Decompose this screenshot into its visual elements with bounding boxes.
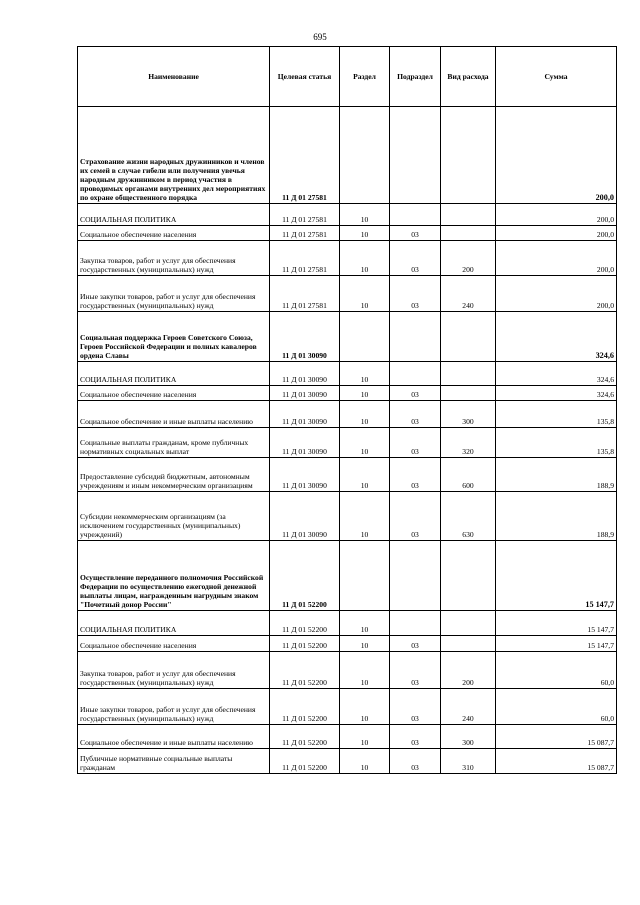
cell-name: Социальное обеспечение и иные выплаты населению [78,725,270,749]
table-row [78,636,617,652]
cell-name: Социальные выплаты гражданам, кроме публичных нормативных социальных выплат [78,428,270,458]
table-row [78,362,617,386]
cell-name: СОЦИАЛЬНАЯ ПОЛИТИКА [78,204,270,226]
cell-subsection: 03 [390,636,441,652]
cell-article: 11 Д 01 30090 [270,458,340,492]
cell-subsection: 03 [390,749,441,774]
column-header-subsection: Подраздел [390,47,441,107]
cell-expense-type: 200 [441,241,496,276]
cell-name: Страхование жизни народных дружинников и членов их семей в случае гибели или получения увечья народным дружинником в период участия в проводимых органами внутренних дел мероприятиях по охране общественного порядка [78,107,270,204]
table-row [78,541,617,611]
cell-amount: 135,8 [496,428,617,458]
cell-amount: 15 147,7 [496,636,617,652]
cell-subsection [390,204,441,226]
cell-name: Иные закупки товаров, работ и услуг для обеспечения государственных (муниципальных) нужд [78,276,270,312]
cell-subsection: 03 [390,428,441,458]
cell-article: 11 Д 01 30090 [270,362,340,386]
column-header-name: Наименование [78,47,270,107]
table-row [78,749,617,774]
cell-section: 10 [340,401,390,428]
cell-subsection [390,541,441,611]
cell-amount: 135,8 [496,401,617,428]
table-row [78,428,617,458]
cell-subsection: 03 [390,401,441,428]
cell-subsection: 03 [390,652,441,689]
cell-section: 10 [340,689,390,725]
cell-subsection [390,312,441,362]
cell-article: 11 Д 01 30090 [270,312,340,362]
table-row [78,312,617,362]
cell-article: 11 Д 01 52200 [270,541,340,611]
cell-name: Социальное обеспечение населения [78,226,270,241]
cell-expense-type: 630 [441,492,496,541]
cell-expense-type [441,226,496,241]
cell-name: Иные закупки товаров, работ и услуг для обеспечения государственных (муниципальных) нужд [78,689,270,725]
cell-section: 10 [340,636,390,652]
cell-name: Осуществление переданного полномочия Российской Федерации по осуществлению ежегодной денежной выплаты лицам, награжденным нагрудным знаком "Почетный донор России" [78,541,270,611]
cell-expense-type [441,541,496,611]
cell-section: 10 [340,428,390,458]
cell-expense-type [441,312,496,362]
cell-section: 10 [340,725,390,749]
table-row [78,226,617,241]
table-row [78,241,617,276]
cell-subsection [390,611,441,636]
table-header-row [78,47,617,107]
cell-article: 11 Д 01 27581 [270,276,340,312]
table-row [78,204,617,226]
table-row [78,386,617,401]
column-header-amount: Сумма [496,47,617,107]
cell-expense-type: 300 [441,401,496,428]
table-row [78,276,617,312]
cell-section [340,541,390,611]
cell-subsection: 03 [390,458,441,492]
cell-section: 10 [340,749,390,774]
cell-article: 11 Д 01 52200 [270,652,340,689]
cell-article: 11 Д 01 30090 [270,492,340,541]
table-row [78,492,617,541]
column-header-expense-type: Вид расхода [441,47,496,107]
cell-name: Предоставление субсидий бюджетным, автономным учреждениям и иным некоммерческим организациям [78,458,270,492]
table-row [78,107,617,204]
cell-expense-type [441,107,496,204]
cell-article: 11 Д 01 52200 [270,749,340,774]
cell-name: Закупка товаров, работ и услуг для обеспечения государственных (муниципальных) нужд [78,241,270,276]
cell-name: Публичные нормативные социальные выплаты гражданам [78,749,270,774]
cell-amount: 15 147,7 [496,541,617,611]
cell-article: 11 Д 01 27581 [270,226,340,241]
cell-expense-type [441,362,496,386]
cell-amount: 324,6 [496,312,617,362]
cell-name: СОЦИАЛЬНАЯ ПОЛИТИКА [78,362,270,386]
cell-subsection: 03 [390,492,441,541]
cell-amount: 200,0 [496,276,617,312]
cell-name: Социальное обеспечение населения [78,386,270,401]
table-row [78,652,617,689]
cell-expense-type [441,386,496,401]
budget-table [77,46,617,774]
cell-name: Социальное обеспечение и иные выплаты населению [78,401,270,428]
cell-expense-type [441,611,496,636]
cell-amount: 200,0 [496,226,617,241]
cell-subsection: 03 [390,725,441,749]
cell-subsection [390,362,441,386]
cell-article: 11 Д 01 30090 [270,428,340,458]
cell-article: 11 Д 01 27581 [270,107,340,204]
cell-amount: 188,9 [496,492,617,541]
cell-article: 11 Д 01 52200 [270,636,340,652]
table-row [78,725,617,749]
cell-article: 11 Д 01 27581 [270,241,340,276]
table-row [78,689,617,725]
cell-expense-type [441,204,496,226]
cell-expense-type: 200 [441,652,496,689]
cell-amount: 15 147,7 [496,611,617,636]
cell-subsection: 03 [390,386,441,401]
cell-expense-type [441,636,496,652]
cell-expense-type: 240 [441,276,496,312]
cell-amount: 15 087,7 [496,725,617,749]
cell-name: Субсидии некоммерческим организациям (за исключением государственных (муниципальных) учреждений) [78,492,270,541]
column-header-article: Целевая статья [270,47,340,107]
cell-section [340,312,390,362]
cell-article: 11 Д 01 30090 [270,386,340,401]
cell-amount: 60,0 [496,652,617,689]
cell-amount: 200,0 [496,107,617,204]
table-row [78,458,617,492]
cell-section: 10 [340,226,390,241]
cell-subsection: 03 [390,241,441,276]
cell-amount: 324,6 [496,386,617,401]
page-number: 695 [313,32,327,42]
table-row [78,611,617,636]
cell-section: 10 [340,204,390,226]
cell-amount: 200,0 [496,204,617,226]
cell-subsection: 03 [390,276,441,312]
cell-amount: 200,0 [496,241,617,276]
cell-name: Социальное обеспечение населения [78,636,270,652]
cell-name: Закупка товаров, работ и услуг для обеспечения государственных (муниципальных) нужд [78,652,270,689]
cell-article: 11 Д 01 52200 [270,725,340,749]
cell-amount: 15 087,7 [496,749,617,774]
cell-amount: 188,9 [496,458,617,492]
cell-name: Социальная поддержка Героев Советского Союза, Героев Российской Федерации и полных кавалеров ордена Славы [78,312,270,362]
cell-amount: 60,0 [496,689,617,725]
cell-expense-type: 310 [441,749,496,774]
cell-section: 10 [340,458,390,492]
cell-section: 10 [340,492,390,541]
cell-expense-type: 300 [441,725,496,749]
cell-amount: 324,6 [496,362,617,386]
cell-section: 10 [340,362,390,386]
cell-section: 10 [340,652,390,689]
cell-section: 10 [340,241,390,276]
cell-section: 10 [340,276,390,312]
cell-subsection [390,107,441,204]
cell-section [340,107,390,204]
cell-subsection: 03 [390,689,441,725]
cell-article: 11 Д 01 30090 [270,401,340,428]
cell-expense-type: 240 [441,689,496,725]
cell-section: 10 [340,386,390,401]
cell-article: 11 Д 01 52200 [270,611,340,636]
cell-expense-type: 320 [441,428,496,458]
table-row [78,401,617,428]
cell-article: 11 Д 01 52200 [270,689,340,725]
cell-article: 11 Д 01 27581 [270,204,340,226]
cell-section: 10 [340,611,390,636]
cell-subsection: 03 [390,226,441,241]
cell-expense-type: 600 [441,458,496,492]
column-header-section: Раздел [340,47,390,107]
cell-name: СОЦИАЛЬНАЯ ПОЛИТИКА [78,611,270,636]
table-body [78,107,617,774]
